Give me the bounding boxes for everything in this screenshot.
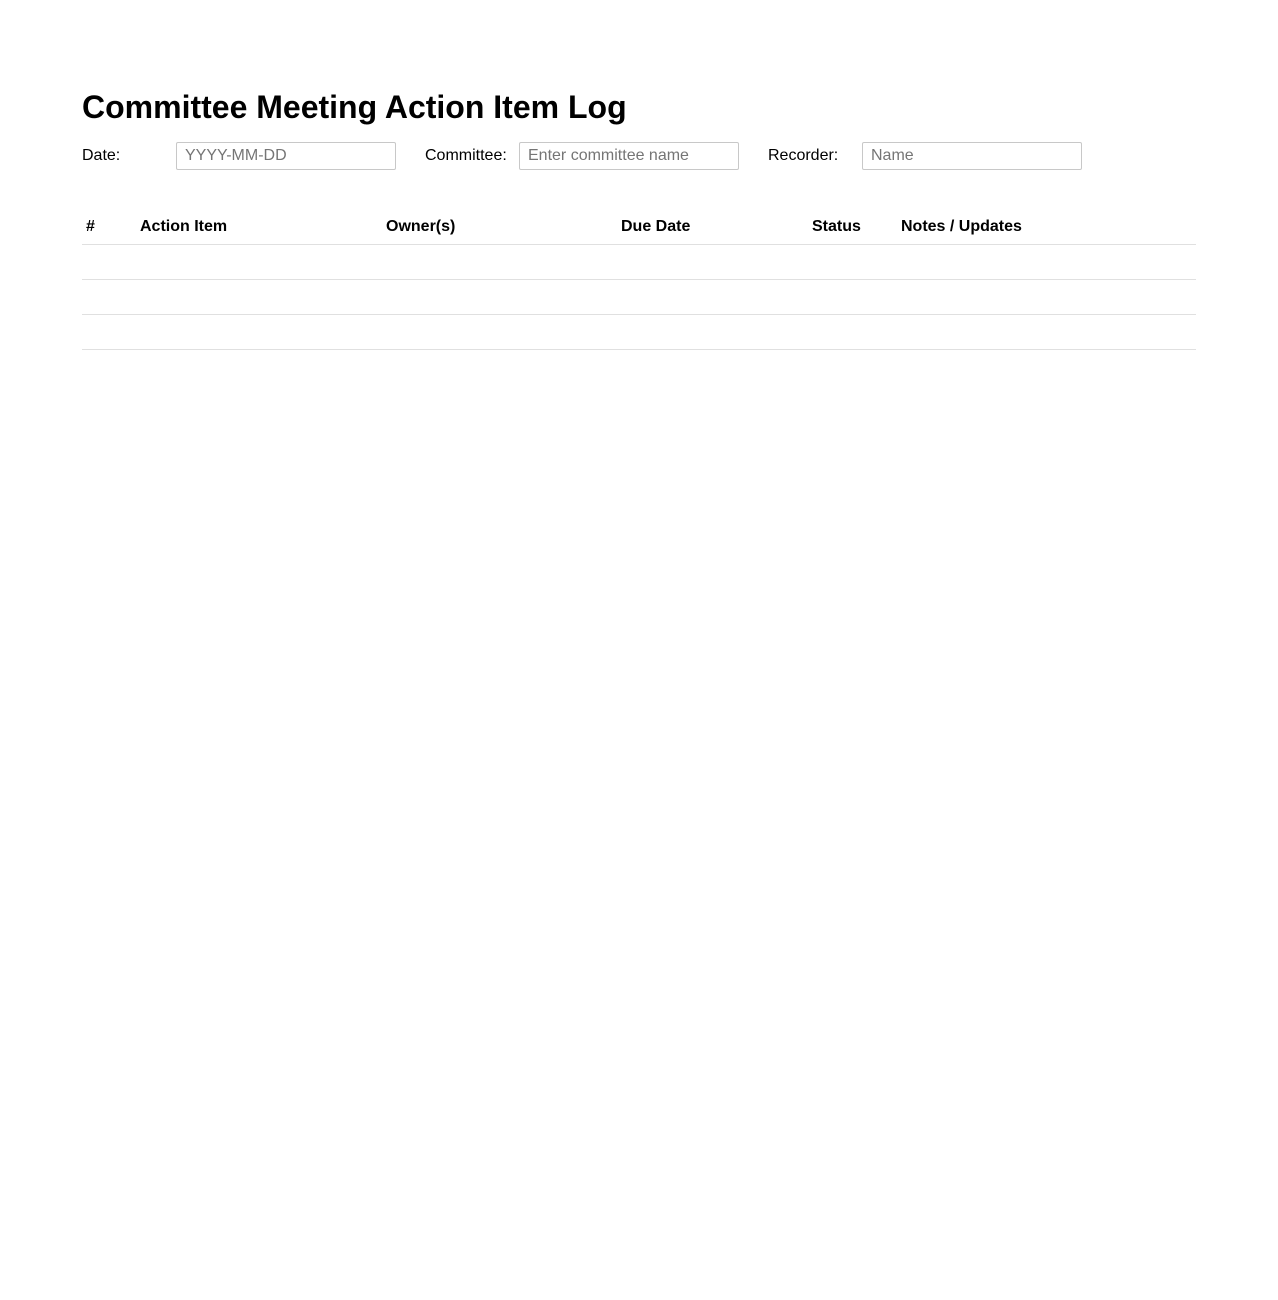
table-cell[interactable] [382,245,617,280]
table-row [82,315,1196,350]
table-cell[interactable] [808,315,897,350]
column-header-status: Status [808,210,897,245]
table-cell[interactable] [617,280,808,315]
table-row [82,245,1196,280]
table-cell[interactable] [82,245,136,280]
table-cell[interactable] [82,280,136,315]
table-header-row [82,210,1196,245]
committee-input[interactable] [519,142,739,170]
table-cell[interactable] [136,245,382,280]
table-header [82,210,1196,245]
table-cell[interactable] [617,315,808,350]
table-cell[interactable] [82,315,136,350]
table-cell[interactable] [808,280,897,315]
recorder-label: Recorder: [768,147,839,164]
table-cell[interactable] [897,315,1196,350]
action-items-table [82,210,1196,350]
table-cell[interactable] [136,280,382,315]
table-cell[interactable] [136,315,382,350]
table-cell[interactable] [382,280,617,315]
table-body [82,245,1196,350]
committee-label: Committee: [425,147,507,164]
column-header-owners: Owner(s) [382,210,617,245]
table-cell[interactable] [617,245,808,280]
table-row [82,280,1196,315]
recorder-input[interactable] [862,142,1082,170]
column-header-number: # [82,210,136,245]
table-cell[interactable] [808,245,897,280]
date-input[interactable] [176,142,396,170]
column-header-action-item: Action Item [136,210,382,245]
date-label: Date: [82,147,121,164]
table-cell[interactable] [897,245,1196,280]
meeting-info-row [82,142,1196,170]
table-cell[interactable] [897,280,1196,315]
column-header-due-date: Due Date [617,210,808,245]
column-header-notes: Notes / Updates [897,210,1196,245]
table-cell[interactable] [382,315,617,350]
page-title: Committee Meeting Action Item Log [82,89,627,125]
